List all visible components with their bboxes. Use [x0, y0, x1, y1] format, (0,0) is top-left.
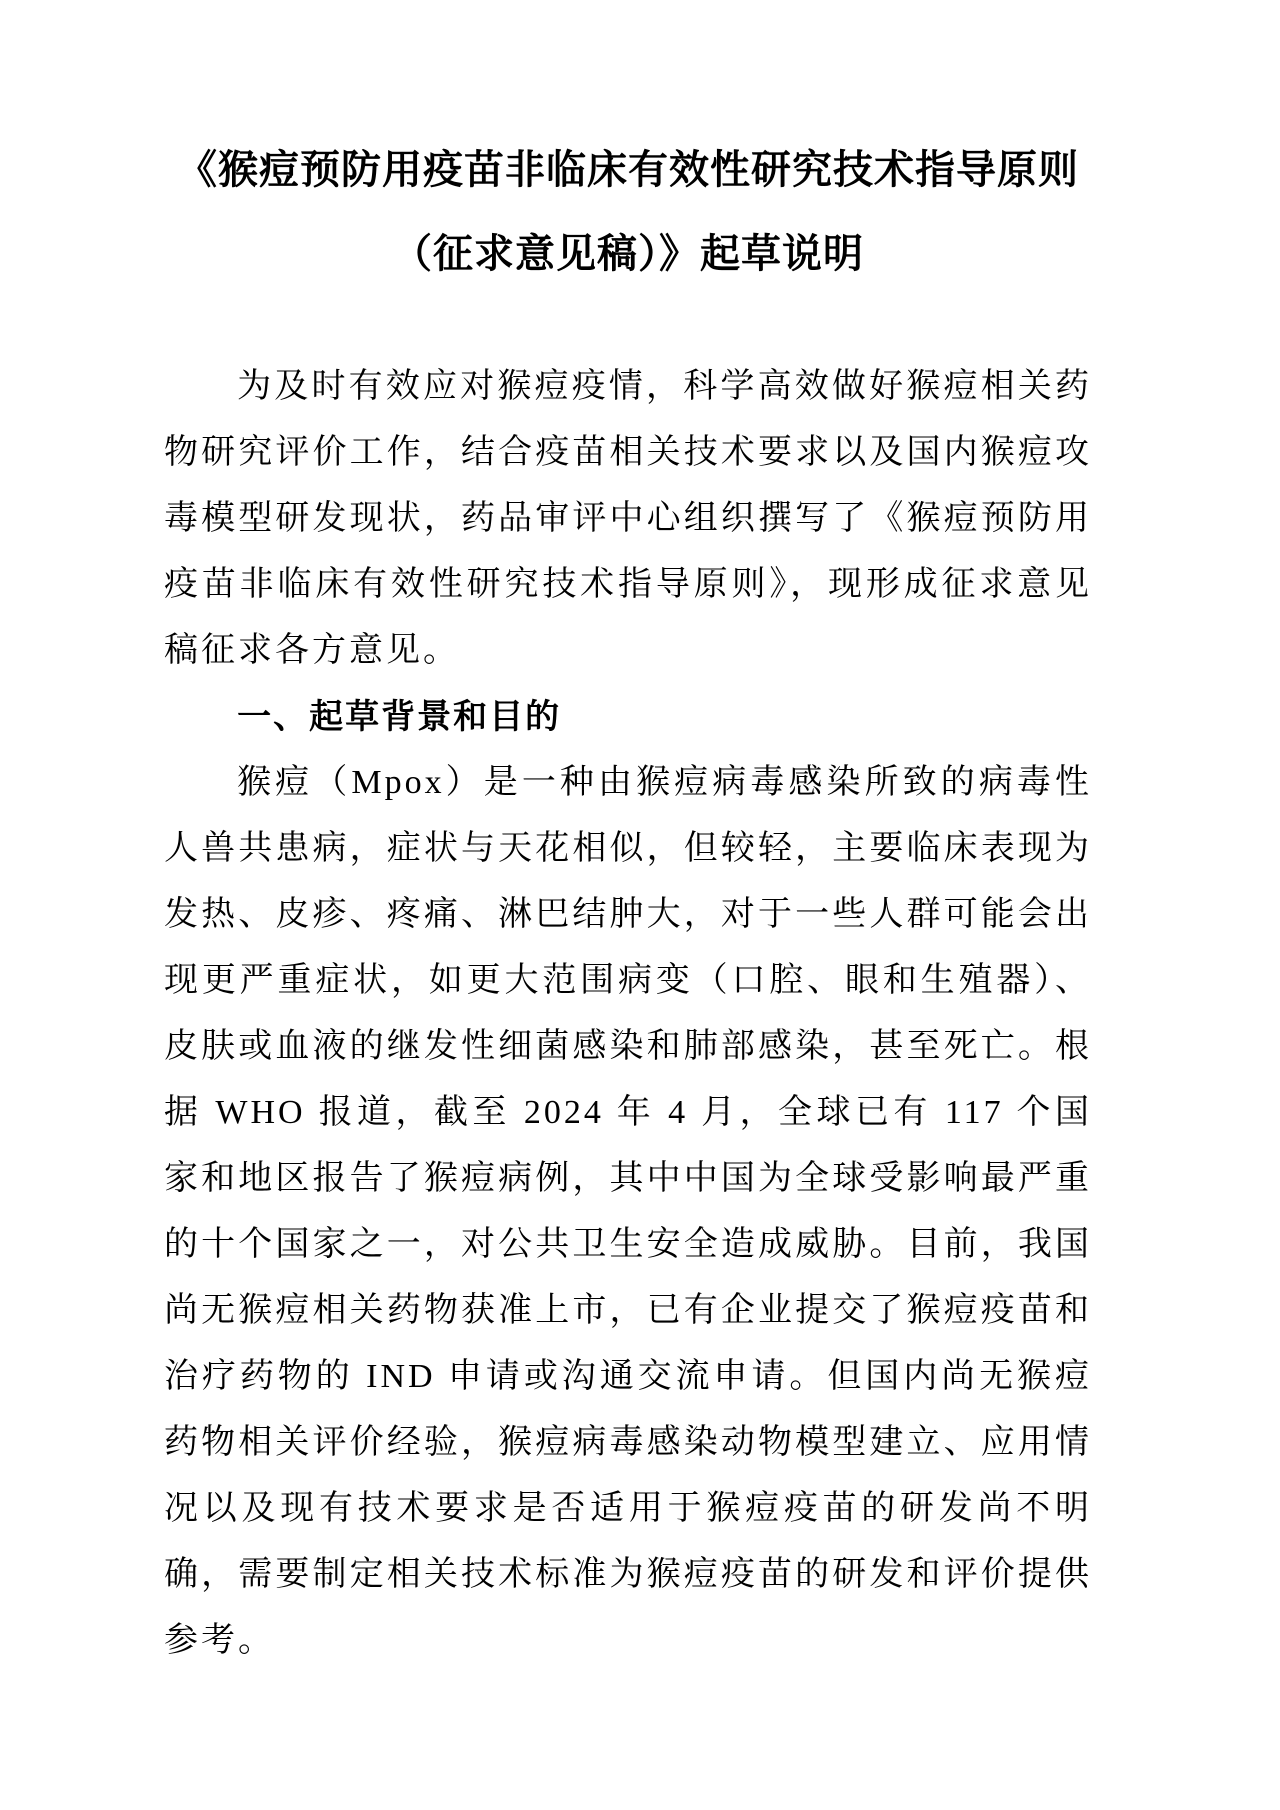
document-title-line-1: 《猴痘预防用疫苗非临床有效性研究技术指导原则 — [177, 147, 1079, 192]
section-1-paragraph: 猴痘（Mpox）是一种由猴痘病毒感染所致的病毒性人兽共患病，症状与天花相似，但较轻，主要临床表现为发热、皮疹、疼痛、淋巴结肿大，对于一些人群可能会出现更严重症状，如更大范围病变（口腔、眼和生殖器）、皮肤或血液的继发性细菌感染和肺部感染，甚至死亡。根据 WHO 报道，截至 2024 年 4 月，全球已有 117 个国家和地区报告了猴痘病例，其中中国为全球受影响最严重的十个国家之一，对公共卫生安全造成威胁。目前，我国尚无猴痘相关药物获准上市，已有企业提交了猴痘疫苗和治疗药物的 IND 申请或沟通交流申请。但国内尚无猴痘药物相关评价经验，猴痘病毒感染动物模型建立、应用情况以及现有技术要求是否适用于猴痘疫苗的研发尚不明确，需要制定相关技术标准为猴痘疫苗的研发和评价提供参考。 — [164, 764, 1092, 1659]
document-body — [164, 354, 1092, 1674]
intro-paragraph: 为及时有效应对猴痘疫情，科学高效做好猴痘相关药物研究评价工作，结合疫苗相关技术要求以及国内猴痘攻毒模型研发现状，药品审评中心组织撰写了《猴痘预防用疫苗非临床有效性研究技术指导原则》，现形成征求意见稿征求各方意见。 — [164, 368, 1092, 669]
document-title — [164, 128, 1092, 296]
section-1-heading: 一、起草背景和目的 — [237, 698, 562, 736]
document-title-line-2: （征求意见稿）》起草说明 — [392, 231, 864, 276]
